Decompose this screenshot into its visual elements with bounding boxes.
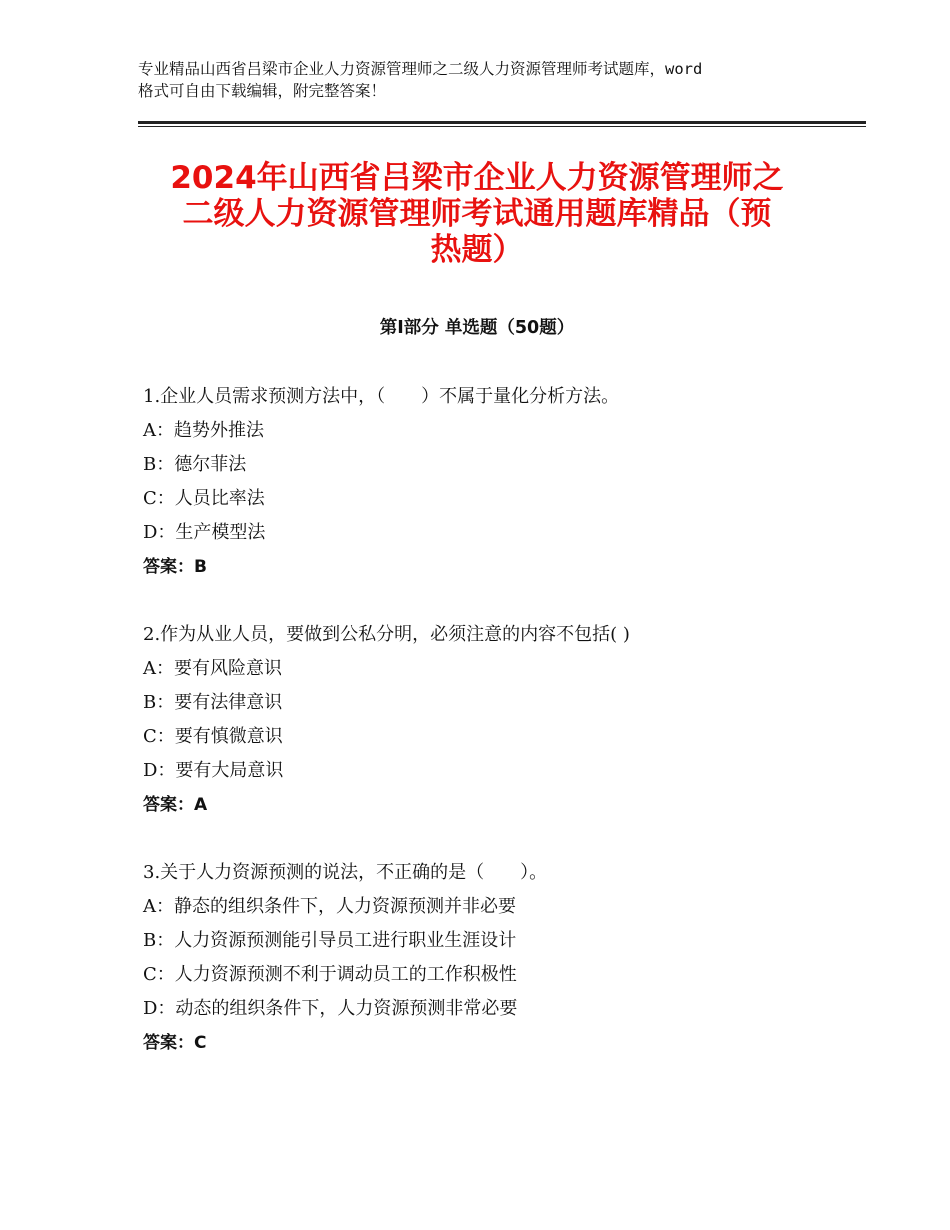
question-3 (143, 856, 843, 1060)
question-stem: 2.作为从业人员，要做到公私分明，必须注意的内容不包括( ) (143, 624, 630, 645)
section-heading: 第Ⅰ部分 单选题（50题） (379, 318, 575, 338)
option-b: B：德尔菲法 (143, 454, 247, 475)
header-rule-thin (138, 126, 866, 127)
option-a: A：要有风险意识 (143, 658, 282, 679)
answer-line: 答案：B (143, 557, 207, 577)
option-a: A：趋势外推法 (143, 420, 264, 441)
answer-line: 答案：A (143, 795, 208, 815)
answer-line: 答案：C (143, 1033, 207, 1053)
option-c: C：人力资源预测不利于调动员工的工作积极性 (143, 964, 517, 985)
option-c: C：人员比率法 (143, 488, 265, 509)
option-b: B：人力资源预测能引导员工进行职业生涯设计 (143, 930, 517, 951)
question-stem: 3.关于人力资源预测的说法，不正确的是（ ）。 (143, 862, 548, 883)
option-c: C：要有慎微意识 (143, 726, 283, 747)
option-a: A：静态的组织条件下，人力资源预测并非必要 (143, 896, 516, 917)
option-b: B：要有法律意识 (143, 692, 283, 713)
question-1 (143, 380, 843, 584)
title-line: 热题） (430, 232, 524, 268)
header-rule-thick (138, 121, 866, 124)
header-note-line: 格式可自由下载编辑，附完整答案！ (138, 82, 387, 100)
header-note-line: 专业精品山西省吕梁市企业人力资源管理师之二级人力资源管理师考试题库，word (138, 60, 703, 78)
option-d: D：要有大局意识 (143, 760, 284, 781)
option-d: D：生产模型法 (143, 522, 266, 543)
title-line: 二级人力资源管理师考试通用题库精品（预 (182, 196, 772, 232)
header-note (138, 58, 828, 102)
option-d: D：动态的组织条件下，人力资源预测非常必要 (143, 998, 518, 1019)
question-2 (143, 618, 843, 822)
document-title (138, 160, 816, 268)
title-line: 2024年山西省吕梁市企业人力资源管理师之 (170, 160, 784, 196)
question-stem: 1.企业人员需求预测方法中，（ ）不属于量化分析方法。 (143, 386, 620, 407)
